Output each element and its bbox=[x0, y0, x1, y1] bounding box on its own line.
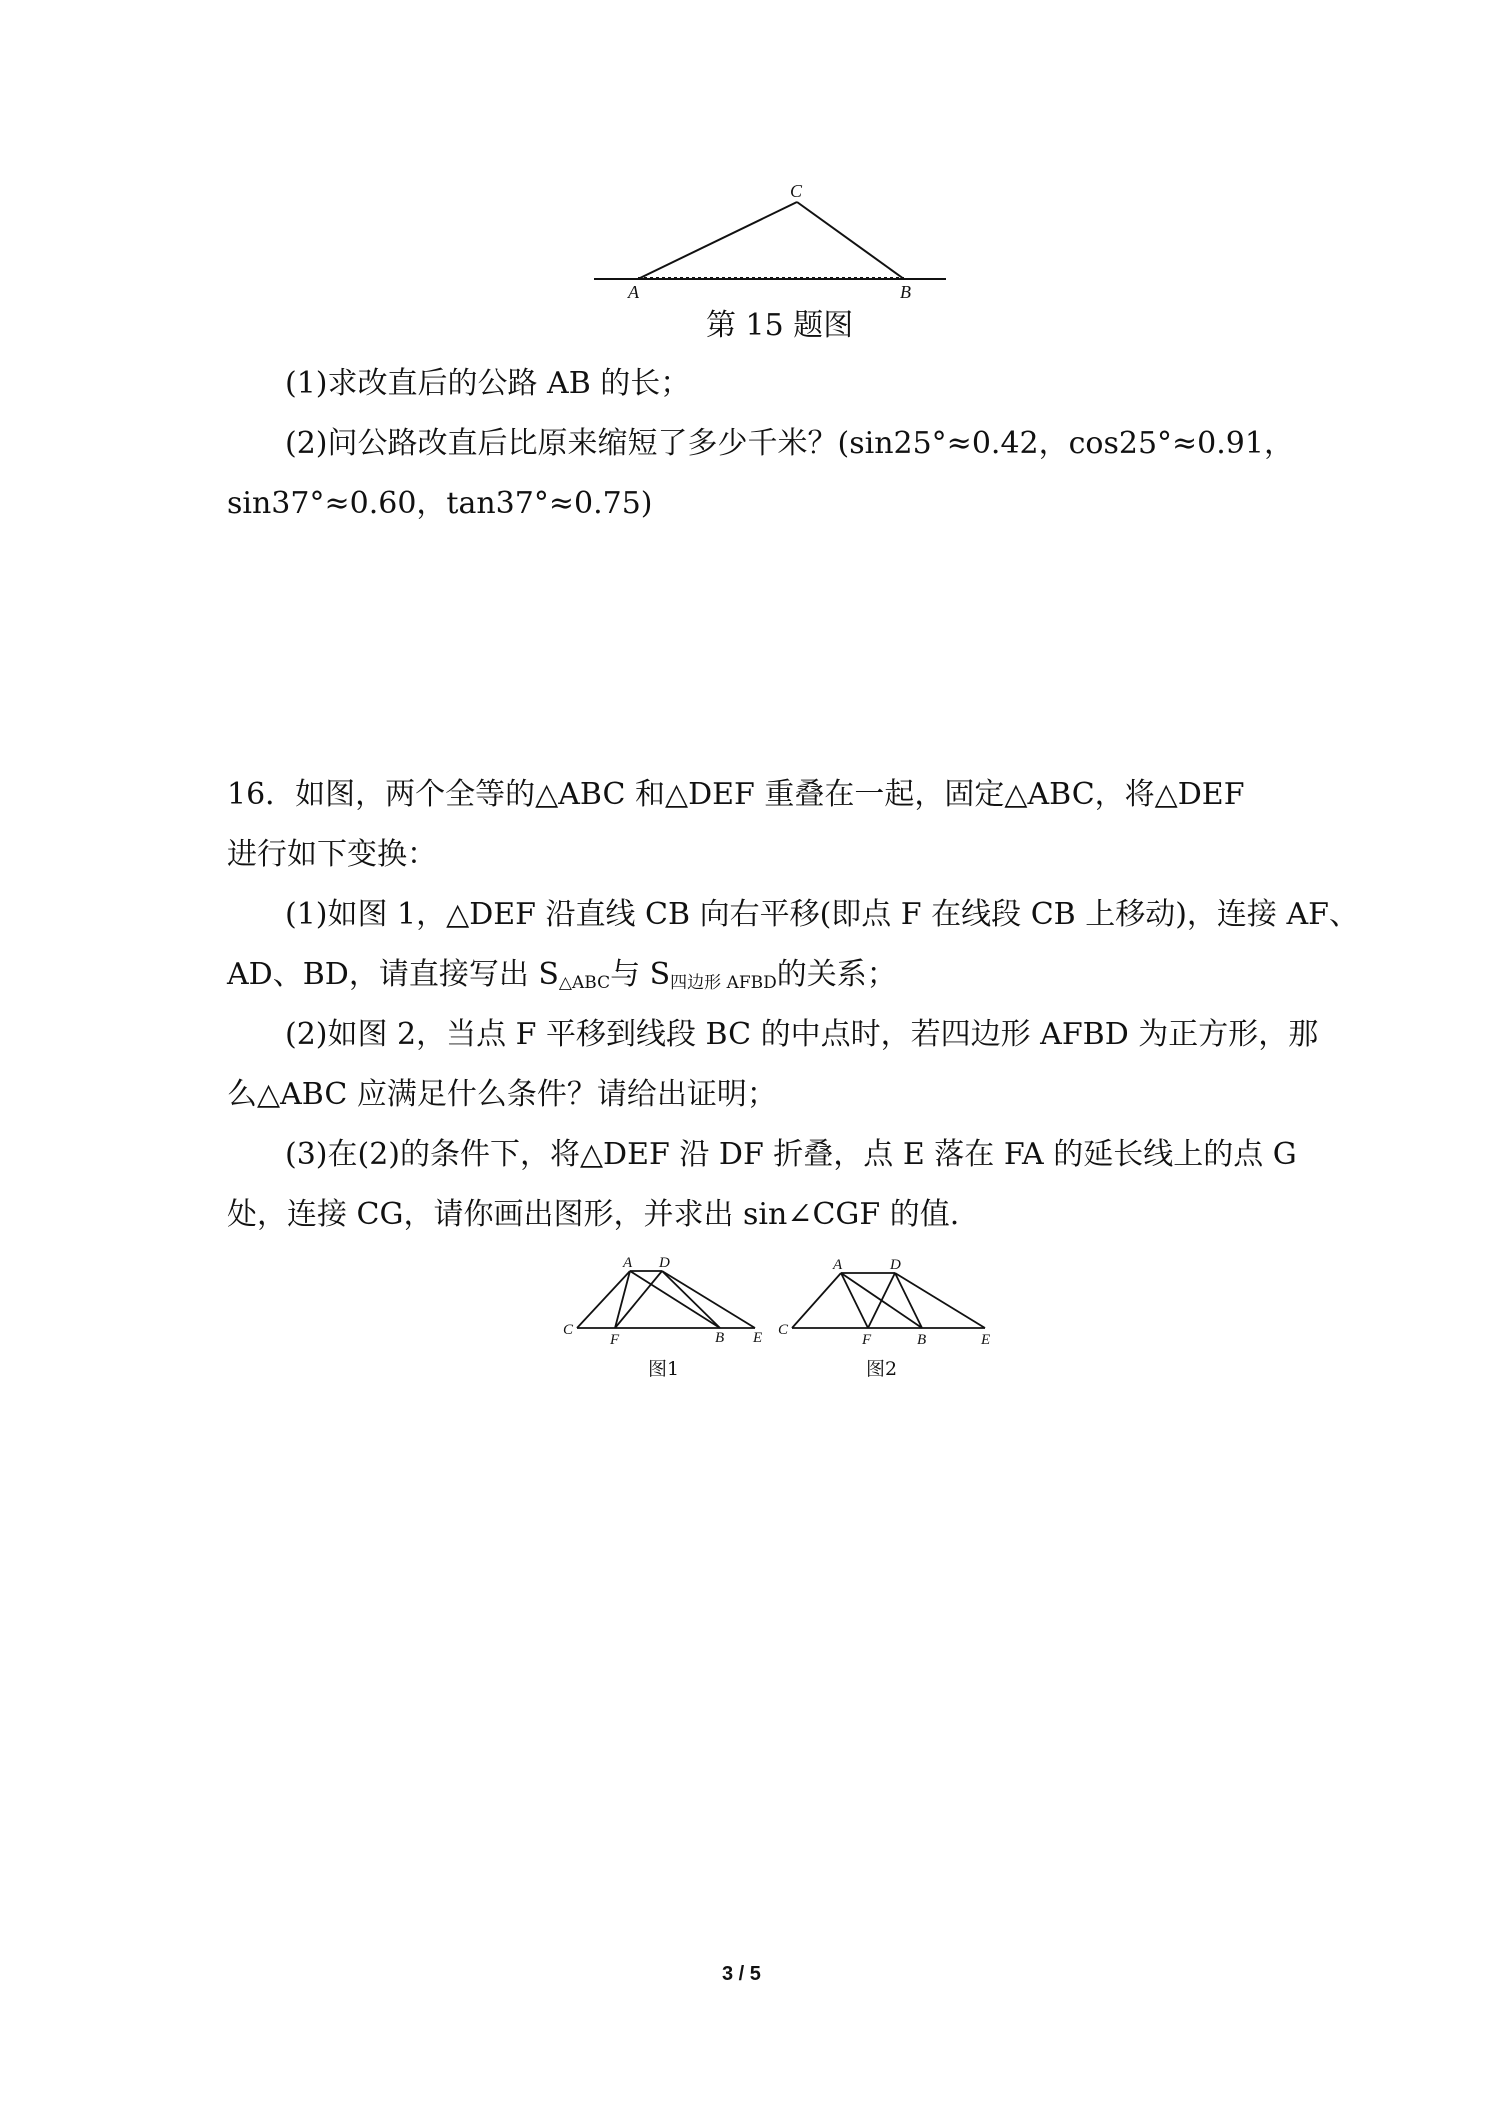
figure-1-caption: 图1 bbox=[648, 1358, 680, 1380]
q16-part1-line1: (1)如图 1，△DEF 沿直线 CB 向右平移(即点 F 在线段 CB 上移动)，连接 AF、 bbox=[285, 897, 1359, 932]
fig2-label-e: E bbox=[981, 1332, 991, 1345]
q16-part1-text-c: 的关系； bbox=[776, 957, 897, 992]
line-db bbox=[662, 1271, 720, 1328]
segment-cb bbox=[797, 202, 904, 279]
figure-1 bbox=[555, 1255, 770, 1345]
q16-part3-line2: 处，连接 CG，请你画出图形，并求出 sin∠CGF 的值. bbox=[227, 1197, 960, 1232]
figure-15-caption: 第 15 题图 bbox=[706, 308, 854, 343]
line-df bbox=[868, 1273, 895, 1328]
fig2-label-d: D bbox=[890, 1257, 901, 1273]
fig2-label-b: B bbox=[917, 1332, 927, 1345]
fig1-label-d: D bbox=[659, 1255, 670, 1271]
q16-part3-line1: (3)在(2)的条件下，将△DEF 沿 DF 折叠，点 E 落在 FA 的延长线上的点 G bbox=[285, 1137, 1297, 1172]
q16-part1-text-b: 与 S bbox=[610, 957, 671, 992]
fig1-label-b: B bbox=[715, 1330, 725, 1345]
figure-2 bbox=[775, 1255, 1000, 1345]
label-a: A bbox=[628, 282, 639, 302]
fig1-label-e: E bbox=[753, 1330, 763, 1345]
label-b: B bbox=[900, 282, 911, 302]
q16-part1-line2 bbox=[227, 955, 897, 1003]
segment-ac bbox=[638, 202, 797, 279]
q16-part1-text-a: AD、BD，请直接写出 S bbox=[227, 957, 559, 992]
q15-part1: (1)求改直后的公路 AB 的长； bbox=[285, 366, 691, 401]
q15-part2-line2: sin37°≈0.60，tan37°≈0.75) bbox=[227, 486, 653, 521]
fig1-label-c: C bbox=[563, 1322, 574, 1338]
figure-15 bbox=[590, 175, 960, 305]
fig2-label-a: A bbox=[833, 1257, 843, 1273]
q15-part2-line1: (2)问公路改直后比原来缩短了多少千米？(sin25°≈0.42，cos25°≈0.91， bbox=[285, 426, 1294, 461]
q16-part2-line2: 么△ABC 应满足什么条件？请给出证明； bbox=[227, 1077, 777, 1112]
fig2-label-c: C bbox=[778, 1322, 789, 1338]
fig2-label-f: F bbox=[862, 1332, 872, 1345]
fig1-label-a: A bbox=[623, 1255, 633, 1271]
figure-2-caption: 图2 bbox=[866, 1358, 898, 1380]
line-ca bbox=[792, 1273, 841, 1328]
subscript-quad-afbd: 四边形 AFBD bbox=[670, 973, 777, 993]
fig1-label-f: F bbox=[610, 1332, 620, 1345]
label-c: C bbox=[790, 181, 803, 201]
page-number: 3 / 5 bbox=[722, 1963, 761, 1985]
subscript-triangle-abc: △ABC bbox=[558, 973, 611, 993]
q16-part2-line1: (2)如图 2，当点 F 平移到线段 BC 的中点时，若四边形 AFBD 为正方形，那 bbox=[285, 1017, 1319, 1052]
q16-intro-line1: 16．如图，两个全等的△ABC 和△DEF 重叠在一起，固定△ABC，将△DEF bbox=[227, 777, 1245, 812]
q16-intro-line2: 进行如下变换： bbox=[227, 837, 437, 872]
